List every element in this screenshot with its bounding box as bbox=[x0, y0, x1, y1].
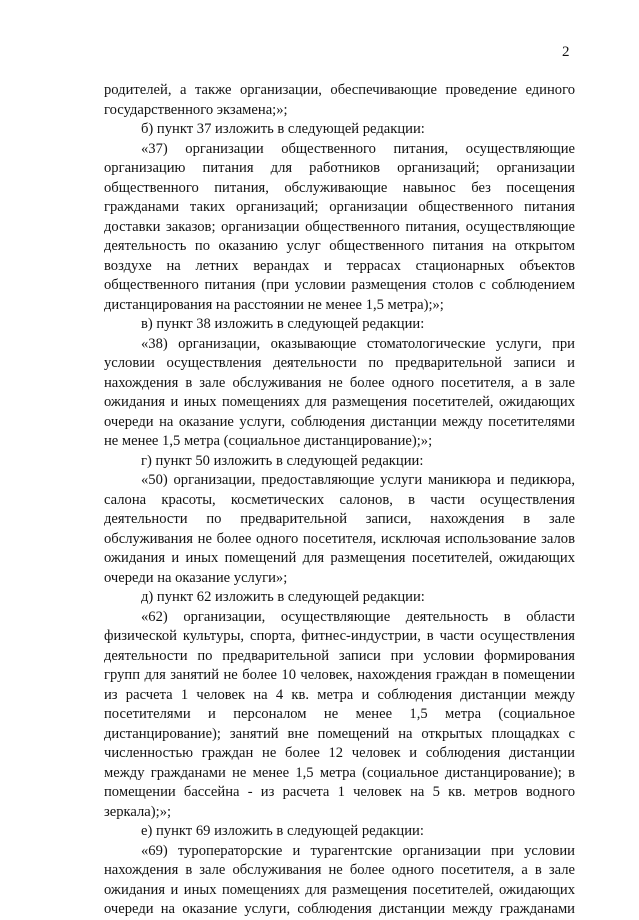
paragraph: «69) туроператорские и турагентские организации при условии нахождения в зале обслуживания не более одного посетителя, а в зале ожидания и иных помещениях для размещения посетителей, ожидающих очереди на оказание услуги, соблюдения дистанции между гражданами bbox=[104, 842, 575, 917]
paragraph: «37) организации общественного питания, осуществляющие организацию питания для работников организаций; организации общественного питания, обслуживающие навынос без посещения гражданами таких организаций; организации общественного питания доставки заказов; организации общественного питания, осуществляющие деятельность по оказанию услуг общественного питания на открытом воздухе на летних верандах и террасах стационарных объектов общественного питания (при условии размещения столов с соблюдением дистанцирования на расстоянии не менее 1,5 метра);»; bbox=[104, 140, 575, 313]
document-body bbox=[104, 81, 575, 920]
paragraph: «50) организации, предоставляющие услуги маникюра и педикюра, салона красоты, косметических салонов, в части осуществления деятельности по предварительной записи, нахождения в зале обслуживания не более одного посетителя, исключая использование залов ожидания и иных помещений для размещения посетителей, ожидающих очереди на оказание услуги»; bbox=[104, 472, 575, 586]
paragraph: г) пункт 50 изложить в следующей редакции: bbox=[141, 452, 424, 469]
paragraph: в) пункт 38 изложить в следующей редакции: bbox=[141, 316, 425, 332]
paragraph: родителей, а также организации, обеспечивающие проведение единого государственного экзамена;»; bbox=[104, 82, 575, 118]
paragraph: д) пункт 62 изложить в следующей редакции: bbox=[141, 589, 425, 605]
paragraph: е) пункт 69 изложить в следующей редакции: bbox=[141, 823, 424, 839]
paragraph: б) пункт 37 изложить в следующей редакции: bbox=[141, 121, 425, 137]
paragraph: «38) организации, оказывающие стоматологические услуги, при условии осуществления деятельности по предварительной записи и нахождения в зале обслуживания не более одного посетителя, а в зале ожидания и иных помещениях для размещения посетителей, ожидающих очереди на оказание услуги, соблюдения дистанции между посетителями не менее 1,5 метра (социальное дистанцирование);»; bbox=[104, 335, 575, 449]
paragraph: «62) организации, осуществляющие деятельность в области физической культуры, спорта, фитнес-индустрии, в части осуществления деятельности по предварительной записи при условии формирования групп для занятий не более 10 человек, нахождения граждан в помещении из расчета 1 человек на 4 кв. метра и соблюдения дистанции между посетителями и персоналом не менее 1,5 метра (социальное дистанцирование); занятий вне помещений на открытых площадках с численностью граждан не более 12 человек и соблюдения дистанции между гражданами не менее 1,5 метра (социальное дистанцирование); в помещении бассейна - из расчета 1 человек на 5 кв. метров водного зеркала);»; bbox=[104, 608, 575, 820]
page-number: 2 bbox=[562, 44, 570, 60]
